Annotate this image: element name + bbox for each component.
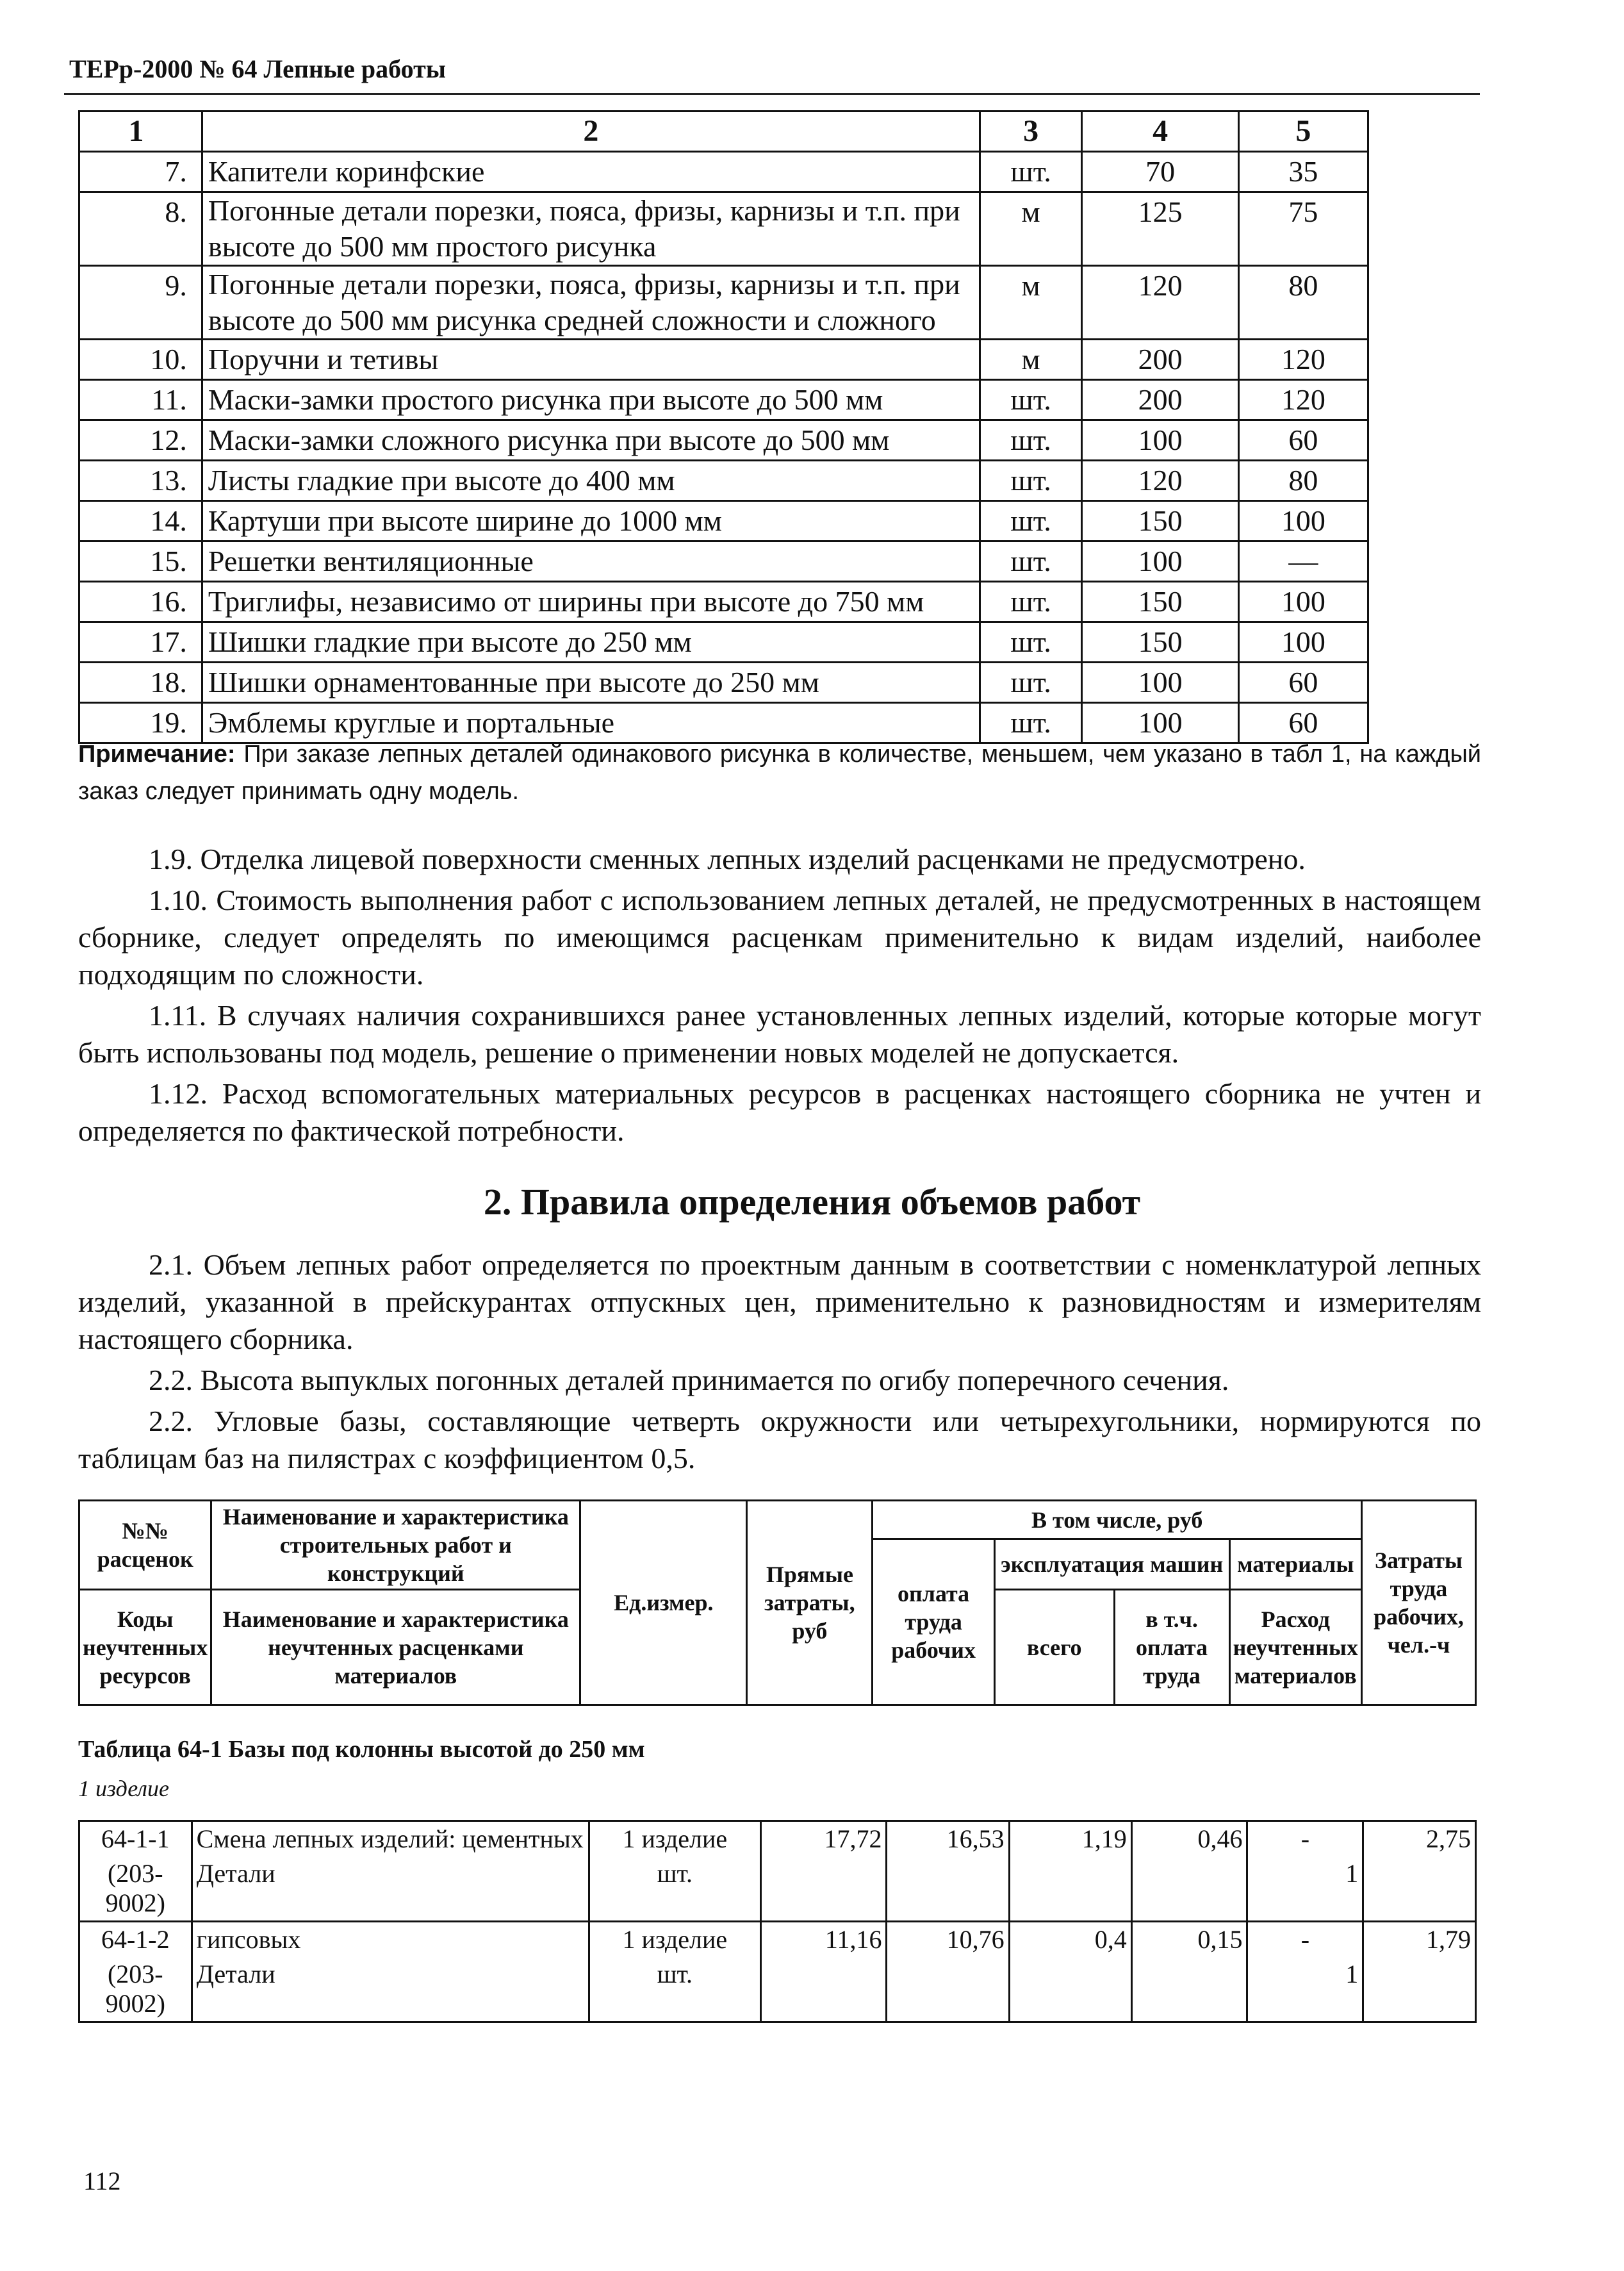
row-unit: шт. (980, 461, 1081, 501)
row-name: Погонные детали порезки, пояса, фризы, карнизы и т.п. при высоте до 500 мм рисунка средней сложности и сложного (202, 266, 980, 340)
header-cell: 3 (980, 111, 1081, 152)
col-direct-costs: Прямые затраты, руб (747, 1501, 873, 1705)
col-materials-group: материалы (1229, 1539, 1361, 1590)
cell-machines-labor (1131, 1957, 1247, 2022)
row-unit: шт. (980, 420, 1081, 461)
note-text: При заказе лепных деталей одинакового рисунка в количестве, меньшем, чем указано в табл 1, на каждый заказ следует принимать одну модель. (78, 741, 1482, 805)
row-number: 9. (79, 266, 202, 340)
row-name: Капители коринфские (202, 152, 980, 192)
paragraph: 2.2. Угловые базы, составляющие четверть окружности или четырехугольники, нормируются по таблицам баз на пилястрах с коэффициентом 0,5. (78, 1405, 1481, 1474)
row-name: Погонные детали порезки, пояса, фризы, карнизы и т.п. при высоте до 500 мм простого рисунка (202, 192, 980, 266)
col-rate-number: №№ расценок (79, 1501, 211, 1590)
table-row (79, 663, 1368, 703)
col-labor-pay: оплата труда рабочих (873, 1539, 994, 1705)
row-value-4: 200 (1082, 380, 1239, 420)
row-unit: шт. (980, 501, 1081, 541)
row-number: 7. (79, 152, 202, 192)
row-unit: шт. (980, 541, 1081, 582)
row-value-4: 100 (1082, 541, 1239, 582)
cell-unit: шт. (589, 1856, 761, 1922)
cell-material: - (1247, 1821, 1363, 1857)
general-provisions (78, 841, 1481, 1153)
table-row (79, 420, 1368, 461)
row-value-5: 60 (1238, 420, 1368, 461)
norms-table (78, 110, 1369, 744)
cell-labor-pay: 10,76 (887, 1922, 1009, 1958)
col-labor-hours: Затраты труда рабочих, чел.-ч (1361, 1501, 1475, 1705)
cell-machines-labor: 0,15 (1131, 1922, 1247, 1958)
table-row (79, 541, 1368, 582)
row-name: Маски-замки простого рисунка при высоте до 500 мм (202, 380, 980, 420)
header-cell: 2 (202, 111, 980, 152)
row-value-5: 120 (1238, 340, 1368, 380)
cell-unit: 1 изделие (589, 1922, 761, 1958)
table-row (79, 380, 1368, 420)
row-name: Картуши при высоте ширине до 1000 мм (202, 501, 980, 541)
note-label: Примечание: (78, 741, 236, 768)
row-name: Шишки орнаментованные при высоте до 250 мм (202, 663, 980, 703)
row-value-5: 60 (1238, 703, 1368, 743)
cell-material: - (1247, 1922, 1363, 1958)
rates-table (78, 1820, 1477, 2023)
table-note (78, 736, 1481, 810)
row-unit: м (980, 192, 1081, 266)
row-value-5: 75 (1238, 192, 1368, 266)
table-row (79, 582, 1368, 622)
rates-table-header (78, 1499, 1477, 1706)
row-name: Триглифы, независимо от ширины при высоте до 750 мм (202, 582, 980, 622)
table-row (79, 622, 1368, 663)
section-title: 2. Правила определения объемов работ (483, 1181, 1141, 1223)
cell-labor-hours (1363, 1957, 1476, 2022)
row-number: 11. (79, 380, 202, 420)
col-machines-labor: в т.ч. оплата труда (1114, 1590, 1229, 1705)
cell-work-name: Смена лепных изделий: цементных (192, 1821, 589, 1857)
cell-machines-labor (1131, 1856, 1247, 1922)
row-value-5: 35 (1238, 152, 1368, 192)
row-number: 18. (79, 663, 202, 703)
row-value-4: 120 (1082, 461, 1239, 501)
row-value-5: — (1238, 541, 1368, 582)
col-group-including: В том числе, руб (873, 1501, 1362, 1539)
row-value-4: 150 (1082, 622, 1239, 663)
row-unit: шт. (980, 703, 1081, 743)
table-row (79, 266, 1368, 340)
col-machines-group: эксплуатация машин (994, 1539, 1229, 1590)
row-number: 8. (79, 192, 202, 266)
row-name: Решетки вентиляционные (202, 541, 980, 582)
table-row (79, 1821, 1476, 1857)
cell-rate-code: (203-9002) (79, 1856, 192, 1922)
cell-work-name: Детали (192, 1957, 589, 2022)
cell-labor-hours: 1,79 (1363, 1922, 1476, 1958)
table-row (79, 1922, 1476, 1958)
row-value-5: 80 (1238, 461, 1368, 501)
page-header: ТЕРр-2000 № 64 Лепные работы (69, 54, 446, 83)
row-name: Эмблемы круглые и портальные (202, 703, 980, 743)
row-name: Поручни и тетивы (202, 340, 980, 380)
row-unit: шт. (980, 582, 1081, 622)
row-value-5: 60 (1238, 663, 1368, 703)
cell-work-name: гипсовых (192, 1922, 589, 1958)
page-number: 112 (83, 2167, 121, 2195)
cell-labor-hours: 2,75 (1363, 1821, 1476, 1857)
row-number: 13. (79, 461, 202, 501)
col-unit: Ед.измер. (580, 1501, 747, 1705)
row-number: 15. (79, 541, 202, 582)
table-row (79, 1957, 1476, 2022)
paragraph: 1.9. Отделка лицевой поверхности сменных лепных изделий расценками не предусмотрено. (149, 843, 1306, 875)
table-header-row (79, 111, 1368, 152)
row-value-5: 100 (1238, 622, 1368, 663)
row-number: 19. (79, 703, 202, 743)
row-value-5: 80 (1238, 266, 1368, 340)
col-machines-total: всего (994, 1590, 1114, 1705)
row-value-4: 200 (1082, 340, 1239, 380)
unit-note: 1 изделие (78, 1776, 169, 1801)
cell-labor-pay (887, 1856, 1009, 1922)
row-value-4: 100 (1082, 420, 1239, 461)
row-number: 17. (79, 622, 202, 663)
cell-rate-code: 64-1-2 (79, 1922, 192, 1958)
col-resource-codes: Коды неучтенных ресурсов (79, 1590, 211, 1705)
col-material-consumption: Расход неучтенных материалов (1229, 1590, 1361, 1705)
paragraph: 1.10. Стоимость выполнения работ с использованием лепных деталей, не предусмотренных в настоящем сборнике, следует определять по имеющимся расценкам применительно к видам изделий, наиболее подходящим по сложности. (78, 884, 1481, 991)
row-name: Листы гладкие при высоте до 400 мм (202, 461, 980, 501)
cell-machines-labor: 0,46 (1131, 1821, 1247, 1857)
row-unit: шт. (980, 152, 1081, 192)
header-cell: 1 (79, 111, 202, 152)
cell-direct-costs: 17,72 (761, 1821, 887, 1857)
row-value-4: 125 (1082, 192, 1239, 266)
cell-labor-pay (887, 1957, 1009, 2022)
table-row (79, 501, 1368, 541)
paragraph: 2.1. Объем лепных работ определяется по проектным данным в соответствии с номенклатурой лепных изделий, указанной в прейскурантах отпускных цен, применительно к разновидностям и измерителям настоящего сборника. (78, 1248, 1481, 1355)
row-number: 10. (79, 340, 202, 380)
cell-direct-costs (761, 1957, 887, 2022)
cell-unit: 1 изделие (589, 1821, 761, 1857)
table-row (79, 1856, 1476, 1922)
cell-labor-hours (1363, 1856, 1476, 1922)
section2-text (78, 1246, 1481, 1481)
table-row (79, 461, 1368, 501)
table-row (79, 152, 1368, 192)
cell-machines-total (1009, 1856, 1131, 1922)
row-value-4: 150 (1082, 501, 1239, 541)
col-material-name: Наименование и характеристика неучтенных расценками материалов (211, 1590, 580, 1705)
cell-machines-total: 0,4 (1009, 1922, 1131, 1958)
paragraph: 1.12. Расход вспомогательных материальных ресурсов в расценках настоящего сборника не учтен и определяется по фактической потребности. (78, 1077, 1481, 1147)
table-caption: Таблица 64-1 Базы под колонны высотой до 250 мм (78, 1736, 645, 1763)
cell-rate-code: (203-9002) (79, 1957, 192, 2022)
row-unit: м (980, 266, 1081, 340)
cell-material: 1 (1247, 1957, 1363, 2022)
row-name: Шишки гладкие при высоте до 250 мм (202, 622, 980, 663)
row-value-4: 120 (1082, 266, 1239, 340)
row-value-5: 100 (1238, 501, 1368, 541)
cell-rate-code: 64-1-1 (79, 1821, 192, 1857)
row-value-4: 150 (1082, 582, 1239, 622)
cell-direct-costs: 11,16 (761, 1922, 887, 1958)
paragraph: 2.2. Высота выпуклых погонных деталей принимается по огибу поперечного сечения. (149, 1364, 1229, 1396)
row-name: Маски-замки сложного рисунка при высоте до 500 мм (202, 420, 980, 461)
row-value-4: 100 (1082, 703, 1239, 743)
row-value-4: 70 (1082, 152, 1239, 192)
row-value-5: 100 (1238, 582, 1368, 622)
cell-direct-costs (761, 1856, 887, 1922)
cell-material: 1 (1247, 1856, 1363, 1922)
col-work-name: Наименование и характеристика строительных работ и конструкций (211, 1501, 580, 1590)
row-unit: шт. (980, 663, 1081, 703)
table-row (79, 340, 1368, 380)
header-cell: 5 (1238, 111, 1368, 152)
row-number: 12. (79, 420, 202, 461)
cell-work-name: Детали (192, 1856, 589, 1922)
row-unit: шт. (980, 622, 1081, 663)
table-row (79, 192, 1368, 266)
row-number: 14. (79, 501, 202, 541)
row-unit: шт. (980, 380, 1081, 420)
row-number: 16. (79, 582, 202, 622)
header-cell: 4 (1082, 111, 1239, 152)
cell-machines-total: 1,19 (1009, 1821, 1131, 1857)
cell-machines-total (1009, 1957, 1131, 2022)
row-value-4: 100 (1082, 663, 1239, 703)
row-value-5: 120 (1238, 380, 1368, 420)
paragraph: 1.11. В случаях наличия сохранившихся ранее установленных лепных изделий, которые которые могут быть использованы под модель, решение о применении новых моделей не допускается. (78, 999, 1481, 1069)
cell-unit: шт. (589, 1957, 761, 2022)
row-unit: м (980, 340, 1081, 380)
header-rule (64, 93, 1480, 95)
cell-labor-pay: 16,53 (887, 1821, 1009, 1857)
